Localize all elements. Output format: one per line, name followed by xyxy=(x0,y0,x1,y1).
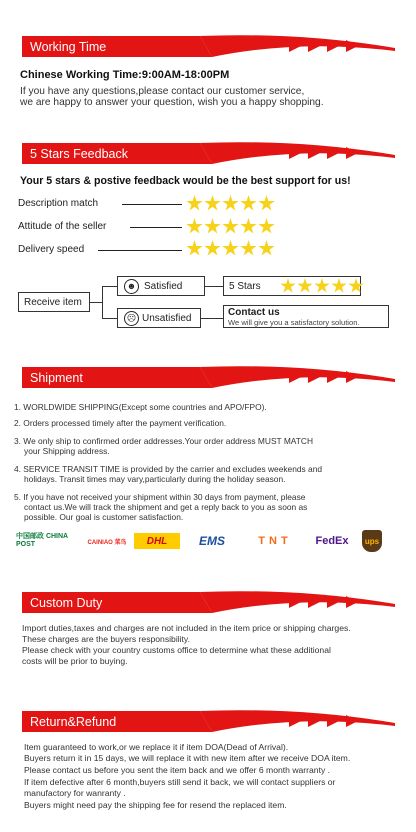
section-title: Working Time xyxy=(30,40,107,54)
arrow-right-icon xyxy=(308,40,320,52)
arrow-right-icon xyxy=(289,371,301,383)
ems-text: EMS xyxy=(198,534,225,548)
feedback-heading: Your 5 stars & postive feedback would be the best support for us! xyxy=(20,175,351,187)
working-text-1: If you have any questions,please contact our customer service, xyxy=(20,86,305,97)
shipment-item-5b: contact us.We will track the shipment and get a reply back to you as soon as xyxy=(24,502,308,512)
ems-logo xyxy=(186,532,238,550)
flow-connector xyxy=(102,286,117,287)
star-icon xyxy=(186,240,203,257)
arrow-row xyxy=(289,596,358,608)
flow-connector xyxy=(201,318,223,319)
five-stars-row xyxy=(280,278,364,294)
dhl-text: DHL xyxy=(146,535,168,547)
arrow-row xyxy=(289,40,358,52)
star-icon xyxy=(258,195,275,212)
cainiao-text: CAINIAO 菜鸟 xyxy=(87,539,127,546)
frown-face-icon: ☹ xyxy=(124,311,139,326)
star-icon xyxy=(204,218,221,235)
star-icon xyxy=(222,195,239,212)
rating-attitude-label: Attitude of the seller xyxy=(18,221,107,232)
star-icon xyxy=(186,195,203,212)
custom-duty-text-1: Import duties,taxes and charges are not included in the item price or shipping charges. xyxy=(22,623,351,633)
tnt-logo xyxy=(248,532,302,550)
shipment-item-3b: your Shipping address. xyxy=(24,446,110,456)
rating-attitude-stars xyxy=(186,218,275,235)
rating-connector xyxy=(98,250,182,251)
arrow-row xyxy=(289,371,358,383)
arrow-right-icon xyxy=(289,40,301,52)
rating-connector xyxy=(122,204,182,205)
arrow-right-icon xyxy=(327,371,339,383)
arrow-right-icon xyxy=(289,715,301,727)
return-text-2: Buyers return it in 15 days, we will replace it with new item after we receive DOA item. xyxy=(24,753,351,763)
star-icon xyxy=(186,218,203,235)
receive-item-label: Receive item xyxy=(24,297,82,308)
shipment-item-1: 1. WORLDWIDE SHIPPING(Except some countries and APO/FPO). xyxy=(14,402,267,412)
rating-delivery-stars xyxy=(186,240,275,257)
five-stars-label: 5 Stars xyxy=(229,281,261,292)
ups-text: ups xyxy=(364,536,380,546)
arrow-row xyxy=(289,147,358,159)
star-icon xyxy=(258,240,275,257)
dhl-logo xyxy=(134,533,180,549)
contact-us-box xyxy=(223,305,389,328)
custom-duty-text-4: costs will be prior to buying. xyxy=(22,656,128,666)
return-text-1: Item guaranteed to work,or we replace it if item DOA(Dead of Arrival). xyxy=(24,742,289,752)
unsatisfied-box xyxy=(117,308,201,328)
section-title: Return&Refund xyxy=(30,715,117,729)
working-text-2: we are happy to answer your question, wish you a happy shopping. xyxy=(20,97,324,108)
custom-duty-text-3: Please check with your country customs office to determine what these additional xyxy=(22,645,331,655)
flow-connector xyxy=(102,318,117,319)
arrow-right-icon xyxy=(327,147,339,159)
rating-description-label: Description match xyxy=(18,198,99,209)
flow-connector xyxy=(102,286,103,318)
star-icon xyxy=(297,278,313,294)
china-post-text: 中国邮政 CHINA POST xyxy=(16,533,68,548)
working-hours: Chinese Working Time:9:00AM-18:00PM xyxy=(20,69,230,81)
star-icon xyxy=(204,195,221,212)
arrow-right-icon xyxy=(308,715,320,727)
arrow-right-icon xyxy=(327,596,339,608)
arrow-right-icon xyxy=(346,147,358,159)
arrow-right-icon xyxy=(308,371,320,383)
flow-connector xyxy=(205,286,223,287)
receive-item-box xyxy=(18,292,90,312)
shipment-item-4b: holidays. Transit times may vary,particularly during the holiday season. xyxy=(24,474,286,484)
section-title: Shipment xyxy=(30,371,83,385)
star-icon xyxy=(348,278,364,294)
star-icon xyxy=(314,278,330,294)
contact-note: We will give you a satisfactory solution. xyxy=(228,318,360,327)
star-icon xyxy=(204,240,221,257)
arrow-right-icon xyxy=(289,147,301,159)
return-text-5: manufactory for wanranty . xyxy=(24,788,126,798)
shipment-item-5: 5. If you have not received your shipment within 30 days from payment, please xyxy=(14,492,306,502)
shipment-item-5c: possible. Our goal is customer satisfaction. xyxy=(24,512,184,522)
arrow-right-icon xyxy=(346,40,358,52)
contact-us-label: Contact us xyxy=(228,307,280,318)
arrow-right-icon xyxy=(327,40,339,52)
arrow-right-icon xyxy=(346,371,358,383)
star-icon xyxy=(258,218,275,235)
shipment-item-4: 4. SERVICE TRANSIT TIME is provided by the carrier and excludes weekends and xyxy=(14,464,323,474)
rating-connector xyxy=(130,227,182,228)
section-title: 5 Stars Feedback xyxy=(30,147,128,161)
shipment-item-3: 3. We only ship to confirmed order addresses.Your order address MUST MATCH xyxy=(14,436,313,446)
arrow-right-icon xyxy=(289,596,301,608)
china-post-logo xyxy=(16,532,76,550)
ups-logo xyxy=(362,530,382,552)
star-icon xyxy=(280,278,296,294)
star-icon xyxy=(240,240,257,257)
satisfied-box xyxy=(117,276,205,296)
flow-connector xyxy=(90,302,102,303)
arrow-right-icon xyxy=(327,715,339,727)
five-stars-box xyxy=(223,276,361,296)
rating-delivery-label: Delivery speed xyxy=(18,244,85,255)
star-icon xyxy=(240,195,257,212)
arrow-right-icon xyxy=(346,596,358,608)
unsatisfied-label: Unsatisfied xyxy=(142,313,192,324)
custom-duty-text-2: These charges are the buyers responsibility. xyxy=(22,634,190,644)
star-icon xyxy=(222,218,239,235)
smile-face-icon: ☻ xyxy=(124,279,139,294)
return-text-3: Please contact us before you sent the item back and we offer 6 month warranty . xyxy=(24,765,331,775)
star-icon xyxy=(240,218,257,235)
fedex-text: FedEx xyxy=(315,535,349,547)
section-title: Custom Duty xyxy=(30,596,103,610)
cainiao-logo xyxy=(84,533,130,549)
rating-description-stars xyxy=(186,195,275,212)
shipment-item-2: 2. Orders processed timely after the payment verification. xyxy=(14,418,227,428)
tnt-text: TNT xyxy=(258,535,292,547)
arrow-right-icon xyxy=(308,596,320,608)
arrow-right-icon xyxy=(308,147,320,159)
star-icon xyxy=(331,278,347,294)
arrow-right-icon xyxy=(346,715,358,727)
star-icon xyxy=(222,240,239,257)
fedex-logo xyxy=(310,532,354,550)
return-text-6: Buyers might need pay the shipping fee for resend the replaced item. xyxy=(24,800,287,810)
satisfied-label: Satisfied xyxy=(144,281,183,292)
arrow-row xyxy=(289,715,358,727)
return-text-4: If item defective after 6 month,buyers still send it back, we will contact suppliers or xyxy=(24,777,336,787)
